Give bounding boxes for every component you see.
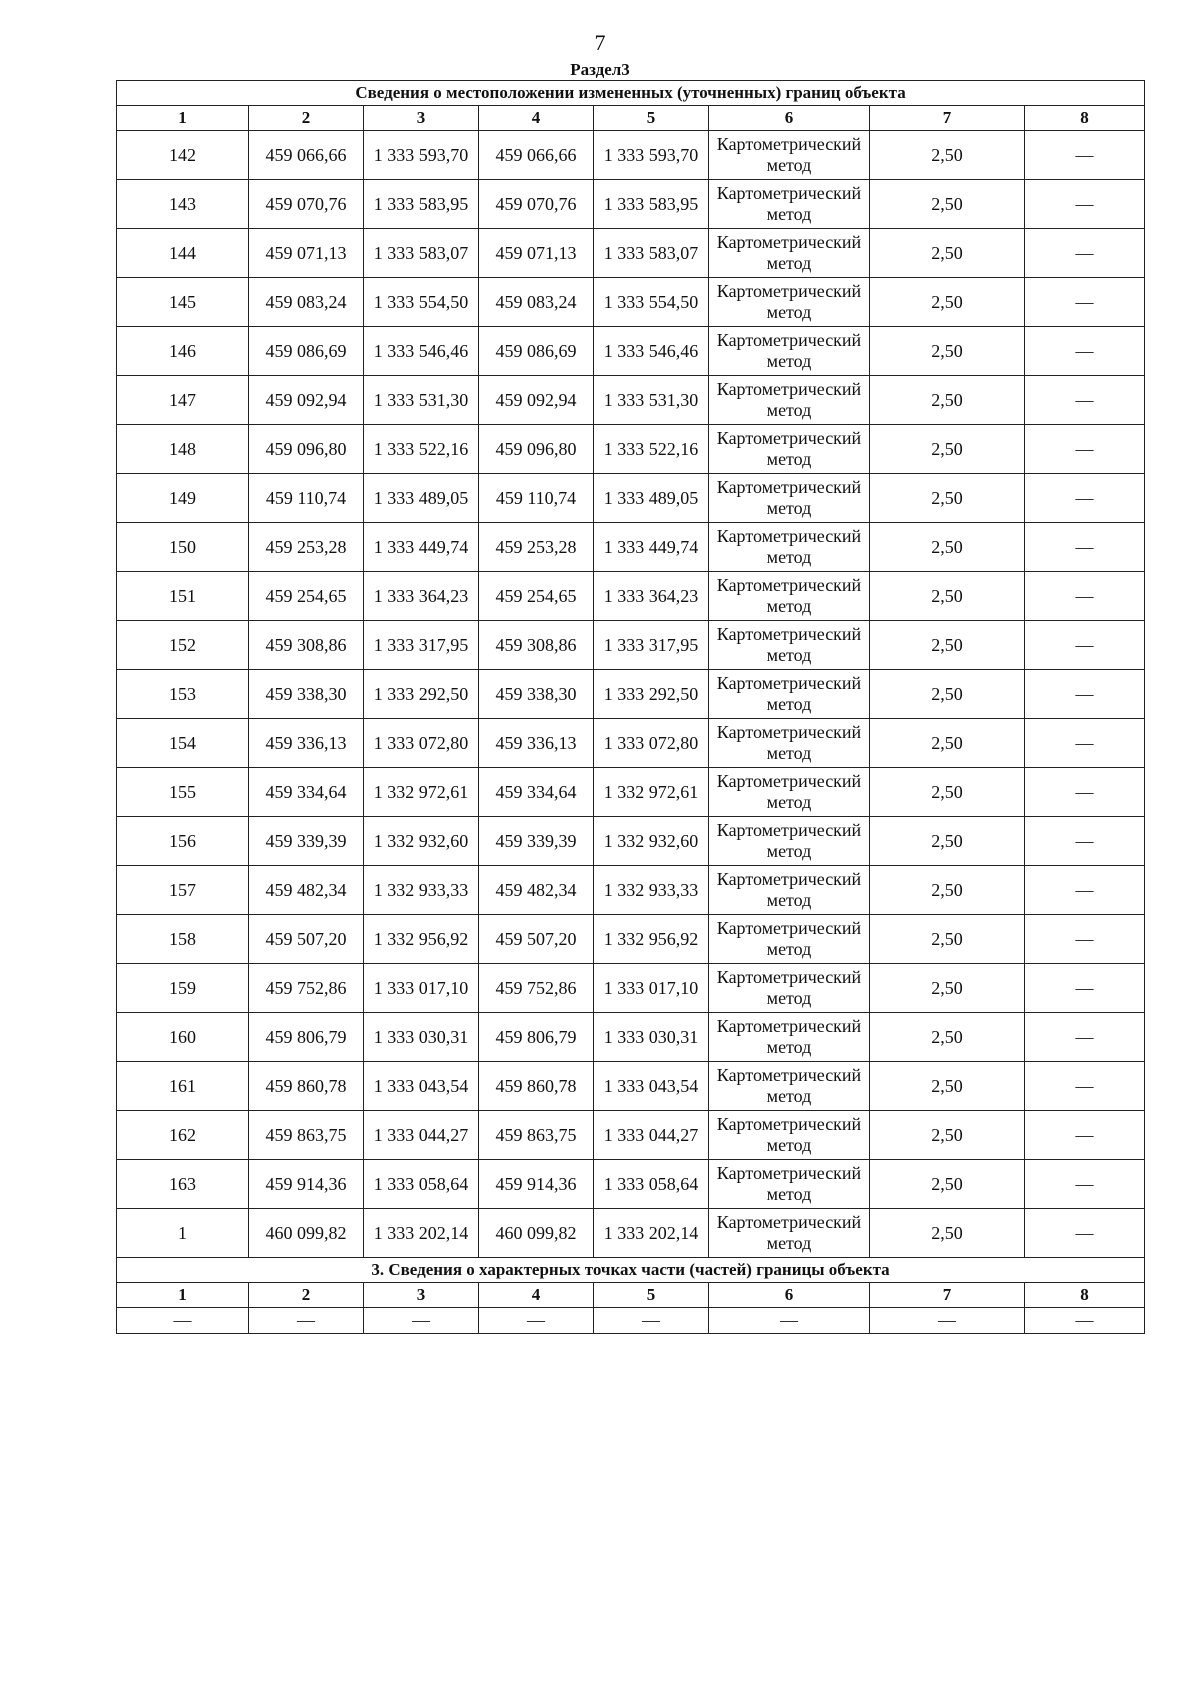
table-row xyxy=(117,1013,1145,1062)
column-number: 7 xyxy=(870,1283,1025,1308)
table-cell: 151 xyxy=(117,572,249,621)
table-cell: — xyxy=(1025,621,1145,670)
table-cell: 162 xyxy=(117,1111,249,1160)
table-cell: — xyxy=(1025,474,1145,523)
table-cell: 152 xyxy=(117,621,249,670)
column-number-row xyxy=(117,1283,1145,1308)
table-cell: 142 xyxy=(117,131,249,180)
table-cell: 1 332 956,92 xyxy=(364,915,479,964)
table-cell: — xyxy=(1025,376,1145,425)
table-cell: 459 338,30 xyxy=(479,670,594,719)
table-cell: 1 333 449,74 xyxy=(364,523,479,572)
table-cell: 1 333 202,14 xyxy=(364,1209,479,1258)
table-cell: 1 333 546,46 xyxy=(594,327,709,376)
table-cell: Картометрический метод xyxy=(709,866,870,915)
table-cell: 1 xyxy=(117,1209,249,1258)
table-cell: Картометрический метод xyxy=(709,131,870,180)
table-cell: 2,50 xyxy=(870,964,1025,1013)
table-cell: 459 096,80 xyxy=(249,425,364,474)
table-cell: — xyxy=(1025,817,1145,866)
table-cell: 156 xyxy=(117,817,249,866)
table-cell: — xyxy=(1025,670,1145,719)
table-cell: 1 333 292,50 xyxy=(364,670,479,719)
table-row xyxy=(117,866,1145,915)
table-cell: — xyxy=(594,1308,709,1334)
table-cell: — xyxy=(1025,964,1145,1013)
table-cell: Картометрический метод xyxy=(709,621,870,670)
table-cell: — xyxy=(1025,1160,1145,1209)
table-cell: 146 xyxy=(117,327,249,376)
column-number: 5 xyxy=(594,1283,709,1308)
table-cell: — xyxy=(1025,180,1145,229)
column-number: 5 xyxy=(594,106,709,131)
table-cell: 2,50 xyxy=(870,1111,1025,1160)
table-cell: — xyxy=(479,1308,594,1334)
table-cell: 147 xyxy=(117,376,249,425)
table-cell: 1 333 531,30 xyxy=(364,376,479,425)
table-cell: 1 333 593,70 xyxy=(594,131,709,180)
table-cell: — xyxy=(1025,572,1145,621)
table-cell: Картометрический метод xyxy=(709,817,870,866)
table-cell: — xyxy=(1025,1062,1145,1111)
table-cell: 459 482,34 xyxy=(249,866,364,915)
table-cell: 460 099,82 xyxy=(479,1209,594,1258)
table-cell: 459 066,66 xyxy=(249,131,364,180)
table-cell: 459 083,24 xyxy=(249,278,364,327)
table-cell: 459 254,65 xyxy=(479,572,594,621)
table-cell: — xyxy=(1025,866,1145,915)
table-cell: Картометрический метод xyxy=(709,180,870,229)
table-cell: 2,50 xyxy=(870,474,1025,523)
table-cell: 459 110,74 xyxy=(249,474,364,523)
table-cell: Картометрический метод xyxy=(709,1013,870,1062)
table-row xyxy=(117,180,1145,229)
table-cell: 158 xyxy=(117,915,249,964)
column-number: 2 xyxy=(249,1283,364,1308)
table-cell: 1 333 017,10 xyxy=(594,964,709,1013)
table-cell: — xyxy=(249,1308,364,1334)
table-cell: 2,50 xyxy=(870,866,1025,915)
table-row xyxy=(117,1308,1145,1334)
table-cell: 1 333 583,07 xyxy=(594,229,709,278)
table-cell: 1 333 072,80 xyxy=(364,719,479,768)
table-cell: Картометрический метод xyxy=(709,474,870,523)
table-row xyxy=(117,915,1145,964)
table-cell: 459 254,65 xyxy=(249,572,364,621)
table-cell: 159 xyxy=(117,964,249,1013)
table-cell: 1 333 522,16 xyxy=(594,425,709,474)
table-row xyxy=(117,1209,1145,1258)
table-cell: 459 338,30 xyxy=(249,670,364,719)
table-cell: — xyxy=(1025,425,1145,474)
table-cell: Картометрический метод xyxy=(709,523,870,572)
table-cell: 2,50 xyxy=(870,425,1025,474)
table-cell: 2,50 xyxy=(870,915,1025,964)
column-number: 3 xyxy=(364,106,479,131)
table-cell: 459 096,80 xyxy=(479,425,594,474)
table-cell: 459 806,79 xyxy=(479,1013,594,1062)
table-cell: — xyxy=(870,1308,1025,1334)
table-cell: 459 086,69 xyxy=(249,327,364,376)
table-cell: 161 xyxy=(117,1062,249,1111)
table-cell: Картометрический метод xyxy=(709,964,870,1013)
column-number: 1 xyxy=(117,106,249,131)
table-cell: 459 070,76 xyxy=(479,180,594,229)
table-cell: 1 333 449,74 xyxy=(594,523,709,572)
table-cell: Картометрический метод xyxy=(709,915,870,964)
table-cell: 459 070,76 xyxy=(249,180,364,229)
table-cell: 459 482,34 xyxy=(479,866,594,915)
table-cell: 2,50 xyxy=(870,670,1025,719)
table-row xyxy=(117,1111,1145,1160)
section-title: Раздел3 xyxy=(570,60,630,79)
table-cell: 1 333 522,16 xyxy=(364,425,479,474)
table-cell: Картометрический метод xyxy=(709,768,870,817)
table-cell: 1 333 043,54 xyxy=(364,1062,479,1111)
table-cell: 2,50 xyxy=(870,180,1025,229)
table-row xyxy=(117,817,1145,866)
table-cell: 2,50 xyxy=(870,768,1025,817)
table-row xyxy=(117,1062,1145,1111)
table-cell: 459 334,64 xyxy=(249,768,364,817)
table-cell: 1 333 058,64 xyxy=(594,1160,709,1209)
table-row xyxy=(117,621,1145,670)
table-cell: — xyxy=(1025,523,1145,572)
table-cell: Картометрический метод xyxy=(709,719,870,768)
table-cell: 1 333 554,50 xyxy=(364,278,479,327)
table-row xyxy=(117,719,1145,768)
table-cell: 459 336,13 xyxy=(249,719,364,768)
table-cell: 459 253,28 xyxy=(479,523,594,572)
table-cell: Картометрический метод xyxy=(709,1160,870,1209)
column-number: 6 xyxy=(709,106,870,131)
table-cell: 1 332 932,60 xyxy=(594,817,709,866)
table-cell: — xyxy=(1025,131,1145,180)
table-cell: 1 332 972,61 xyxy=(594,768,709,817)
table-cell: 1 332 933,33 xyxy=(594,866,709,915)
table-caption-boundaries: Сведения о местоположении измененных (уточненных) границ объекта xyxy=(117,81,1145,106)
table-cell: 160 xyxy=(117,1013,249,1062)
table-row xyxy=(117,523,1145,572)
table-caption-boundaries-row xyxy=(117,81,1145,106)
table-cell: 459 752,86 xyxy=(249,964,364,1013)
table-cell: — xyxy=(1025,278,1145,327)
table-cell: 459 507,20 xyxy=(249,915,364,964)
table-cell: 459 092,94 xyxy=(479,376,594,425)
table-body xyxy=(117,81,1145,1334)
table-cell: — xyxy=(1025,1111,1145,1160)
table-cell: 1 333 058,64 xyxy=(364,1160,479,1209)
table-cell: 1 333 017,10 xyxy=(364,964,479,1013)
table-cell: 2,50 xyxy=(870,572,1025,621)
table-cell: 2,50 xyxy=(870,719,1025,768)
table-row xyxy=(117,964,1145,1013)
table-cell: — xyxy=(709,1308,870,1334)
table-cell: 145 xyxy=(117,278,249,327)
table-cell: 154 xyxy=(117,719,249,768)
table-cell: 149 xyxy=(117,474,249,523)
table-cell: 1 332 932,60 xyxy=(364,817,479,866)
table-caption-parts-row xyxy=(117,1258,1145,1283)
table-cell: 2,50 xyxy=(870,131,1025,180)
table-cell: 1 332 956,92 xyxy=(594,915,709,964)
table-cell: 2,50 xyxy=(870,1013,1025,1062)
table-cell: Картометрический метод xyxy=(709,670,870,719)
table-cell: 459 334,64 xyxy=(479,768,594,817)
table-cell: 459 086,69 xyxy=(479,327,594,376)
table-cell: — xyxy=(1025,327,1145,376)
table-cell: 459 092,94 xyxy=(249,376,364,425)
table-cell: 459 083,24 xyxy=(479,278,594,327)
table-cell: 459 860,78 xyxy=(479,1062,594,1111)
table-cell: 460 099,82 xyxy=(249,1209,364,1258)
table-cell: 2,50 xyxy=(870,1062,1025,1111)
table-cell: 459 863,75 xyxy=(479,1111,594,1160)
table-cell: 1 333 044,27 xyxy=(594,1111,709,1160)
table-cell: — xyxy=(364,1308,479,1334)
table-row xyxy=(117,229,1145,278)
table-cell: 1 333 489,05 xyxy=(594,474,709,523)
table-cell: — xyxy=(1025,719,1145,768)
table-row xyxy=(117,1160,1145,1209)
table-caption-parts: 3. Сведения о характерных точках части (частей) границы объекта xyxy=(117,1258,1145,1283)
table-cell: — xyxy=(1025,229,1145,278)
table-cell: 157 xyxy=(117,866,249,915)
table-cell: Картометрический метод xyxy=(709,1062,870,1111)
table-cell: 459 806,79 xyxy=(249,1013,364,1062)
table-cell: — xyxy=(1025,1209,1145,1258)
table-cell: 2,50 xyxy=(870,817,1025,866)
table-cell: 155 xyxy=(117,768,249,817)
column-number: 6 xyxy=(709,1283,870,1308)
table-cell: 1 333 317,95 xyxy=(594,621,709,670)
table-cell: Картометрический метод xyxy=(709,376,870,425)
table-cell: 2,50 xyxy=(870,376,1025,425)
table-cell: 2,50 xyxy=(870,1160,1025,1209)
table-cell: 459 066,66 xyxy=(479,131,594,180)
table-cell: 2,50 xyxy=(870,621,1025,670)
table-cell: 1 333 072,80 xyxy=(594,719,709,768)
column-number: 2 xyxy=(249,106,364,131)
table-cell: 459 507,20 xyxy=(479,915,594,964)
column-number: 4 xyxy=(479,106,594,131)
table-cell: 1 333 030,31 xyxy=(364,1013,479,1062)
column-number: 3 xyxy=(364,1283,479,1308)
table-cell: Картометрический метод xyxy=(709,278,870,327)
table-cell: 1 333 364,23 xyxy=(594,572,709,621)
table-cell: 2,50 xyxy=(870,278,1025,327)
page-number: 7 xyxy=(594,30,606,55)
table-cell: 459 752,86 xyxy=(479,964,594,1013)
table-row xyxy=(117,768,1145,817)
table-cell: 2,50 xyxy=(870,1209,1025,1258)
table-cell: Картометрический метод xyxy=(709,1111,870,1160)
table-row xyxy=(117,278,1145,327)
table-cell: 459 110,74 xyxy=(479,474,594,523)
table-cell: 1 333 364,23 xyxy=(364,572,479,621)
table-row xyxy=(117,572,1145,621)
table-cell: 459 308,86 xyxy=(479,621,594,670)
table-cell: 1 332 933,33 xyxy=(364,866,479,915)
table-cell: 1 333 593,70 xyxy=(364,131,479,180)
table-cell: 144 xyxy=(117,229,249,278)
table-cell: Картометрический метод xyxy=(709,1209,870,1258)
table-cell: 459 071,13 xyxy=(479,229,594,278)
table-cell: 163 xyxy=(117,1160,249,1209)
table-cell: 153 xyxy=(117,670,249,719)
table-cell: 148 xyxy=(117,425,249,474)
column-number-row xyxy=(117,106,1145,131)
table-cell: — xyxy=(117,1308,249,1334)
table-cell: 1 333 583,95 xyxy=(594,180,709,229)
table-cell: 1 333 583,07 xyxy=(364,229,479,278)
table-row xyxy=(117,425,1145,474)
table-cell: — xyxy=(1025,768,1145,817)
table-row xyxy=(117,131,1145,180)
column-number: 1 xyxy=(117,1283,249,1308)
table-cell: 1 333 292,50 xyxy=(594,670,709,719)
table-cell: Картометрический метод xyxy=(709,229,870,278)
column-number: 7 xyxy=(870,106,1025,131)
table-row xyxy=(117,670,1145,719)
table-row xyxy=(117,376,1145,425)
table-cell: Картометрический метод xyxy=(709,572,870,621)
table-cell: 1 333 489,05 xyxy=(364,474,479,523)
table-cell: 143 xyxy=(117,180,249,229)
table-cell: 1 333 546,46 xyxy=(364,327,479,376)
table-row xyxy=(117,327,1145,376)
table-cell: Картометрический метод xyxy=(709,425,870,474)
table-row xyxy=(117,474,1145,523)
table-cell: 459 253,28 xyxy=(249,523,364,572)
table-cell: 1 333 202,14 xyxy=(594,1209,709,1258)
table-cell: 459 336,13 xyxy=(479,719,594,768)
table-cell: Картометрический метод xyxy=(709,327,870,376)
table-cell: 1 333 043,54 xyxy=(594,1062,709,1111)
table-cell: 459 914,36 xyxy=(249,1160,364,1209)
column-number: 4 xyxy=(479,1283,594,1308)
table-cell: 459 339,39 xyxy=(479,817,594,866)
table-cell: 459 863,75 xyxy=(249,1111,364,1160)
table-cell: 1 333 030,31 xyxy=(594,1013,709,1062)
table-cell: 1 333 554,50 xyxy=(594,278,709,327)
table-cell: 1 333 531,30 xyxy=(594,376,709,425)
table-cell: 2,50 xyxy=(870,523,1025,572)
table-cell: 459 339,39 xyxy=(249,817,364,866)
table-cell: 150 xyxy=(117,523,249,572)
column-number: 8 xyxy=(1025,106,1145,131)
table-cell: 459 071,13 xyxy=(249,229,364,278)
table-cell: 459 860,78 xyxy=(249,1062,364,1111)
table-cell: — xyxy=(1025,1308,1145,1334)
table-cell: 459 914,36 xyxy=(479,1160,594,1209)
table-cell: 1 332 972,61 xyxy=(364,768,479,817)
column-number: 8 xyxy=(1025,1283,1145,1308)
table-cell: 2,50 xyxy=(870,229,1025,278)
table-cell: 2,50 xyxy=(870,327,1025,376)
boundary-coordinates-table xyxy=(116,80,1145,1334)
table-cell: 1 333 583,95 xyxy=(364,180,479,229)
table-cell: 1 333 317,95 xyxy=(364,621,479,670)
table-cell: — xyxy=(1025,1013,1145,1062)
table-cell: — xyxy=(1025,915,1145,964)
table-cell: 1 333 044,27 xyxy=(364,1111,479,1160)
table-cell: 459 308,86 xyxy=(249,621,364,670)
